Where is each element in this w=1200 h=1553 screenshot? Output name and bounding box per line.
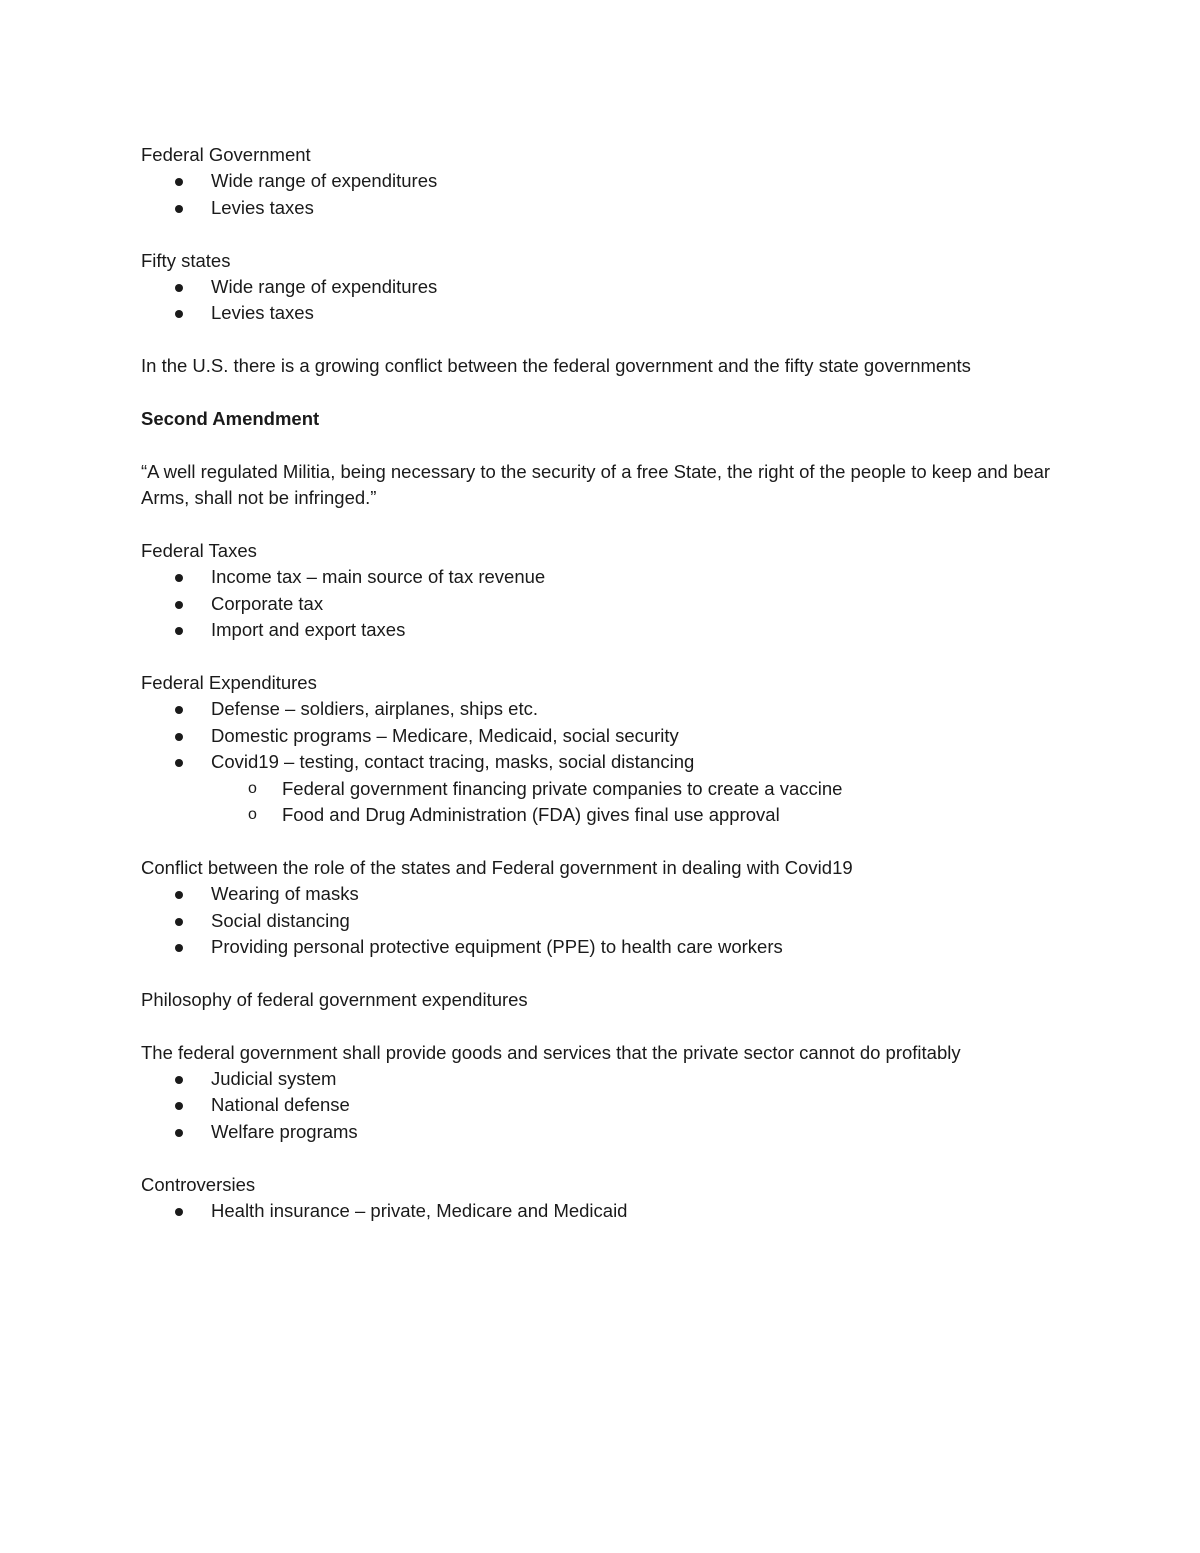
bullet-icon: [175, 284, 183, 292]
list-item: Covid19 – testing, contact tracing, masks, social distancing: [141, 749, 1081, 775]
covid-sub-list: [141, 776, 1081, 829]
list-item: Income tax – main source of tax revenue: [141, 564, 1081, 590]
list-item: Social distancing: [141, 908, 1081, 934]
bullet-icon: [175, 205, 183, 213]
bullet-icon: [175, 759, 183, 767]
sub-bullet-icon: o: [248, 806, 257, 824]
bullet-icon: [175, 178, 183, 186]
federal-taxes-list: [141, 564, 1081, 643]
controversies-list: [141, 1198, 1081, 1224]
section-heading-fifty-states: Fifty states: [141, 249, 231, 271]
list-item: Health insurance – private, Medicare and Medicaid: [141, 1198, 1081, 1224]
section-heading-philosophy: Philosophy of federal government expenditures: [141, 988, 528, 1010]
list-item: Wearing of masks: [141, 881, 1081, 907]
section-heading-federal-government: Federal Government: [141, 144, 311, 165]
section-heading-second-amendment: Second Amendment: [141, 408, 320, 430]
fifty-states-list: [141, 274, 1081, 327]
bullet-icon: [175, 574, 183, 582]
sub-list-item: o Food and Drug Administration (FDA) gives final use approval: [141, 802, 1081, 828]
section-heading-covid-conflict: Conflict between the role of the states and Federal government in dealing with Covid19: [141, 856, 853, 878]
bullet-icon: [175, 1208, 183, 1216]
bullet-icon: [175, 1102, 183, 1110]
sub-bullet-icon: o: [248, 779, 257, 797]
federal-government-list: [141, 168, 1081, 221]
bullet-icon: [175, 706, 183, 714]
philosophy-list: [141, 1066, 1081, 1145]
document-page: [141, 142, 1081, 1225]
conflict-statement: In the U.S. there is a growing conflict between the federal government and the fifty state governments: [141, 355, 971, 377]
section-heading-federal-expenditures: Federal Expenditures: [141, 672, 317, 694]
list-item: Wide range of expenditures: [141, 168, 1081, 194]
bullet-icon: [175, 891, 183, 899]
list-item: Defense – soldiers, airplanes, ships etc.: [141, 696, 1081, 722]
list-item: Judicial system: [141, 1066, 1081, 1092]
list-item: National defense: [141, 1092, 1081, 1118]
covid-conflict-list: [141, 881, 1081, 960]
bullet-icon: [175, 733, 183, 741]
bullet-icon: [175, 627, 183, 635]
second-amendment-quote: “A well regulated Militia, being necessary to the security of a free State, the right of the people to keep and bear Arms, shall not be infringed.”: [141, 460, 1051, 509]
list-item: Providing personal protective equipment (PPE) to health care workers: [141, 934, 1081, 960]
list-item: Import and export taxes: [141, 617, 1081, 643]
philosophy-statement: The federal government shall provide goods and services that the private sector cannot do profitably: [141, 1041, 961, 1063]
bullet-icon: [175, 918, 183, 926]
list-item: Levies taxes: [141, 195, 1081, 221]
list-item: Wide range of expenditures: [141, 274, 1081, 300]
bullet-icon: [175, 1129, 183, 1137]
federal-expenditures-list: [141, 696, 1081, 775]
bullet-icon: [175, 601, 183, 609]
list-item: Levies taxes: [141, 300, 1081, 326]
bullet-icon: [175, 1076, 183, 1084]
list-item: Corporate tax: [141, 591, 1081, 617]
list-item: Welfare programs: [141, 1119, 1081, 1145]
section-heading-controversies: Controversies: [141, 1173, 256, 1195]
bullet-icon: [175, 310, 183, 318]
list-item: Domestic programs – Medicare, Medicaid, social security: [141, 723, 1081, 749]
bullet-icon: [175, 944, 183, 952]
section-heading-federal-taxes: Federal Taxes: [141, 540, 257, 562]
sub-list-item: o Federal government financing private companies to create a vaccine: [141, 776, 1081, 802]
